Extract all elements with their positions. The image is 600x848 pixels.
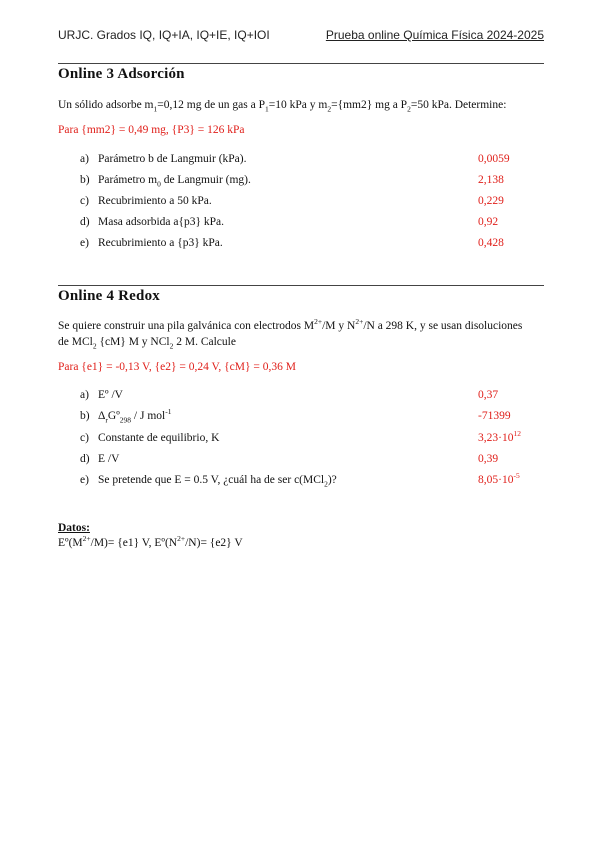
online4-parameters: Para {e1} = -0,13 V, {e2} = 0,24 V, {cM} = 0,36 M <box>58 361 296 373</box>
answer-value: 2,138 <box>478 174 504 186</box>
list-item: c) Recubrimiento a 50 kPa. 0,229 <box>80 195 504 207</box>
section-title-online4: Online 4 Redox <box>58 288 160 304</box>
answer-value: $3,23\cdot 10^{12}$ <box>478 429 521 444</box>
answer-value: 0,92 <box>478 216 499 228</box>
list-item: b) Parámetro $m_0$ de Langmuir (mg). 2,138 <box>80 174 504 189</box>
section-title-online3: Online 3 Adsorción <box>58 66 185 82</box>
datos-line: $Eº(M^{2+}/M)= \{e1\}$ V, $Eº(N^{2+}/N)= \{e2\}$ V <box>58 534 243 549</box>
list-item: b) $\Delta_rGº_{298}$ / J mol$^{-1}$ -71399 <box>80 407 511 425</box>
list-item: c) Constante de equilibrio, K $3,23\cdot 10^{12}$ <box>80 429 521 444</box>
header-exam-title: Prueba online Química Física 2024-2025 <box>325 28 544 42</box>
answer-value: 0,39 <box>478 453 499 465</box>
online3-parameters: Para {mm2} = 0,49 mg, {P3} = 126 kPa <box>58 124 245 136</box>
list-item: a) Parámetro b de Langmuir (kPa). 0,0059 <box>80 153 510 165</box>
list-item: d) Masa adsorbida a{p3} kPa. 0,92 <box>80 216 499 228</box>
answer-value: 0,428 <box>478 237 504 249</box>
answer-value: 0,0059 <box>478 153 510 165</box>
header-institution: URJC. Grados IQ, IQ+IA, IQ+IE, IQ+IOI <box>58 28 270 42</box>
list-item: a) Eº /V 0,37 <box>80 389 499 401</box>
datos-heading: Datos: <box>58 522 90 534</box>
answer-value: 0,37 <box>478 389 499 401</box>
online3-statement: Un sólido adsorbe $m_1=0,12$ mg de un gas a $P_1=10$ kPa y $m_2=\{mm2\}$ mg a $P_2=50$ kPa. Determine: <box>58 99 507 114</box>
page-header <box>58 28 544 46</box>
answer-value: 0,229 <box>478 195 504 207</box>
divider <box>58 285 544 286</box>
list-item: e) Se pretende que E = 0.5 V, ¿cuál ha de ser c(MCl$_2$)? $8,05\cdot 10^{-5}$ <box>80 471 520 489</box>
online4-statement: Se quiere construir una pila galvánica con electrodos $M^{2+}/M$ y $N^{2+}/N$ a 298 K, y se usan disoluciones de MCl$_2$ {cM} M y NCl$_2$ 2 M. Calcule <box>58 317 523 351</box>
answer-value: -71399 <box>478 410 511 422</box>
divider <box>58 63 544 64</box>
list-item: d) E /V 0,39 <box>80 453 499 465</box>
list-item: e) Recubrimiento a {p3} kPa. 0,428 <box>80 237 504 249</box>
answer-value: $8,05\cdot 10^{-5}$ <box>478 471 520 486</box>
